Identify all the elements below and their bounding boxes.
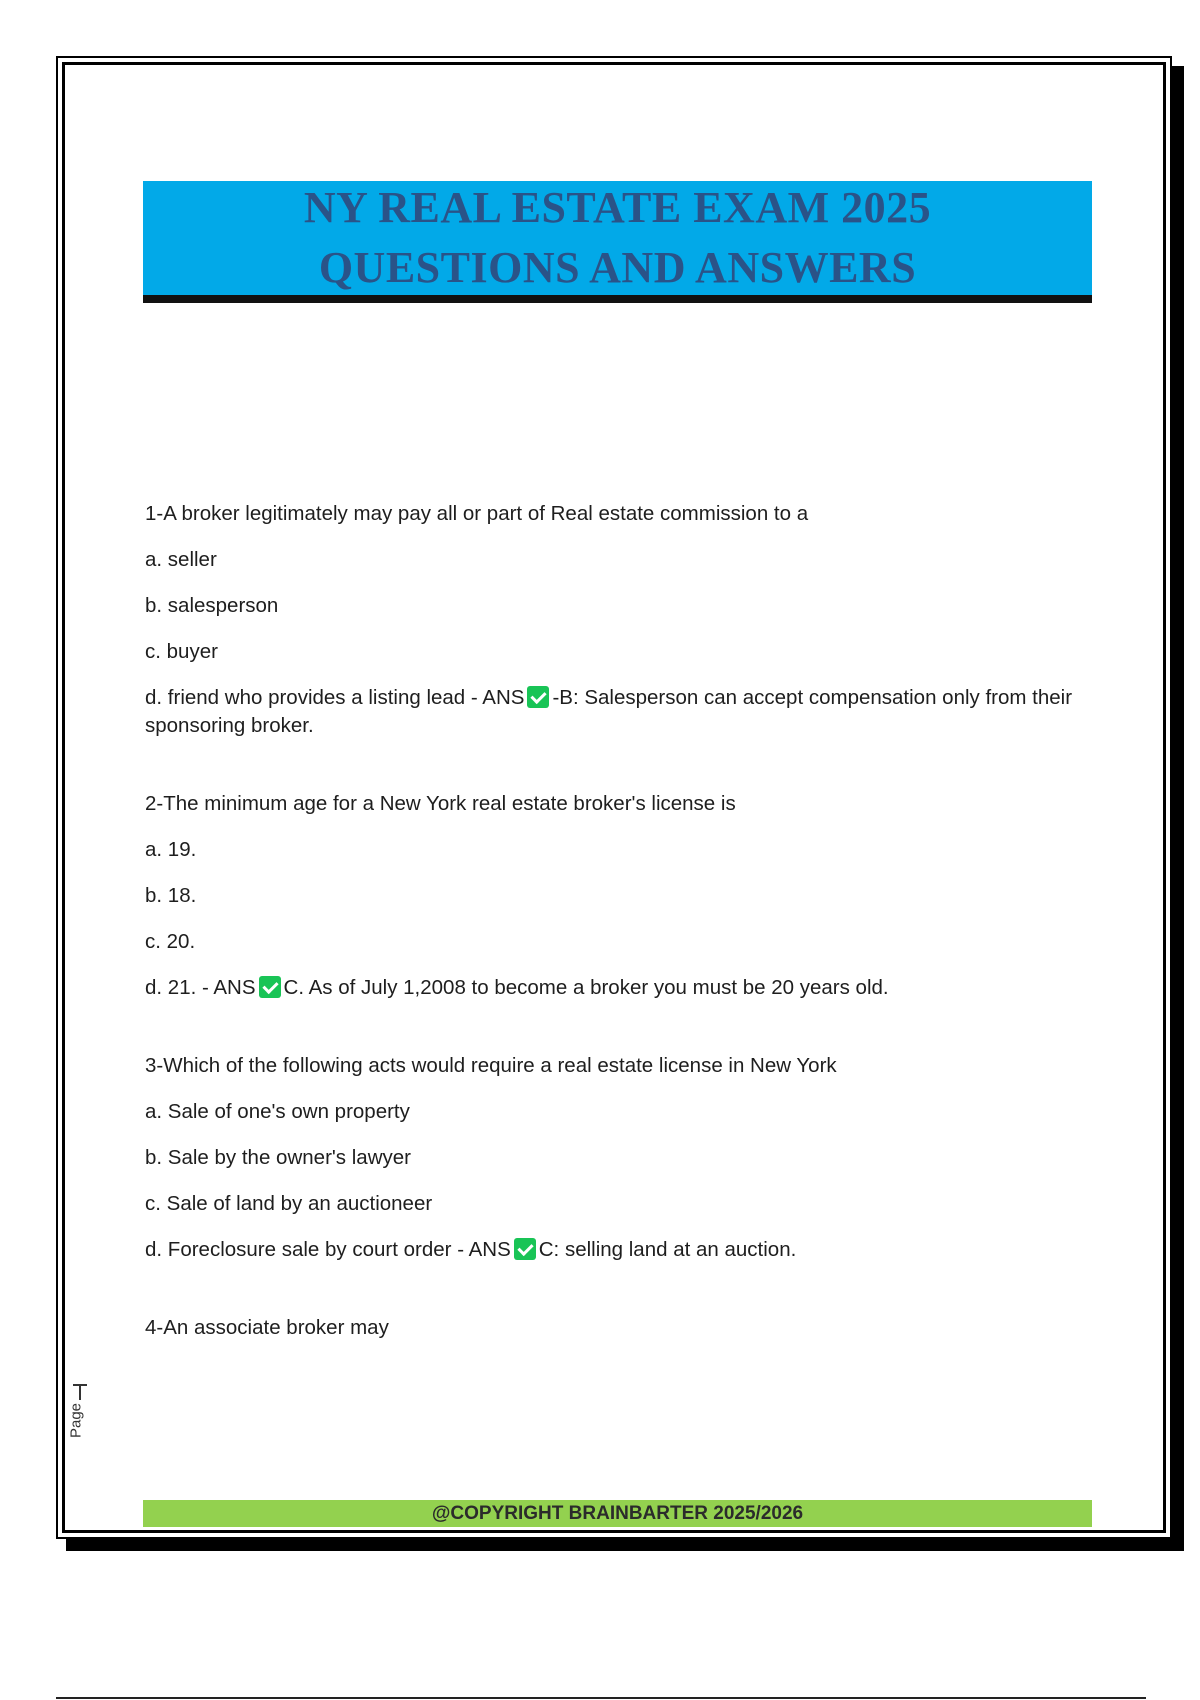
page-label	[62, 1390, 92, 1450]
question-2	[145, 790, 1075, 1002]
copyright-text: @COPYRIGHT BRAINBARTER 2025/2026	[431, 1502, 804, 1524]
option-d-with-answer	[145, 684, 1075, 740]
question-text: 1-A broker legitimately may pay all or part of Real estate commission to a	[145, 502, 809, 525]
option-d-with-answer	[145, 974, 1075, 1002]
question-text: 3-Which of the following acts would require a real estate license in New York	[145, 1054, 837, 1077]
bottom-divider	[56, 1697, 1146, 1699]
checkmark-icon	[527, 686, 549, 708]
question-text: 4-An associate broker may	[145, 1316, 389, 1339]
answer-text: C: selling land at an auction.	[538, 1238, 797, 1261]
option-a: a. Sale of one's own property	[145, 1100, 410, 1123]
option-d: d. 21. - ANS	[145, 976, 256, 999]
question-4	[145, 1314, 1075, 1342]
answer-text: -B: Salesperson can accept compensation only from their sponsoring broker.	[145, 686, 1073, 737]
option-d-with-answer	[145, 1236, 1075, 1264]
checkmark-icon	[259, 976, 281, 998]
title-line-2: QUESTIONS AND ANSWERS	[318, 243, 917, 292]
answer-text: C. As of July 1,2008 to become a broker you must be 20 years old.	[283, 976, 889, 999]
option-c: c. buyer	[145, 640, 218, 663]
question-list	[145, 500, 1075, 1392]
page-label-text: Page	[67, 1402, 85, 1439]
option-d: d. friend who provides a listing lead - ANS	[145, 686, 525, 709]
question-3	[145, 1052, 1075, 1264]
option-b: b. Sale by the owner's lawyer	[145, 1146, 411, 1169]
question-1	[145, 500, 1075, 740]
title-line-1: NY REAL ESTATE EXAM 2025	[303, 183, 932, 232]
option-b: b. 18.	[145, 884, 197, 907]
option-d: d. Foreclosure sale by court order - ANS	[145, 1238, 511, 1261]
checkmark-icon	[514, 1238, 536, 1260]
option-a: a. seller	[145, 548, 217, 571]
option-c: c. 20.	[145, 930, 196, 953]
question-text: 2-The minimum age for a New York real estate broker's license is	[145, 792, 736, 815]
option-b: b. salesperson	[145, 594, 279, 617]
option-c: c. Sale of land by an auctioneer	[145, 1192, 433, 1215]
option-a: a. 19.	[145, 838, 197, 861]
title-banner	[143, 181, 1092, 303]
footer-bar	[143, 1500, 1092, 1527]
